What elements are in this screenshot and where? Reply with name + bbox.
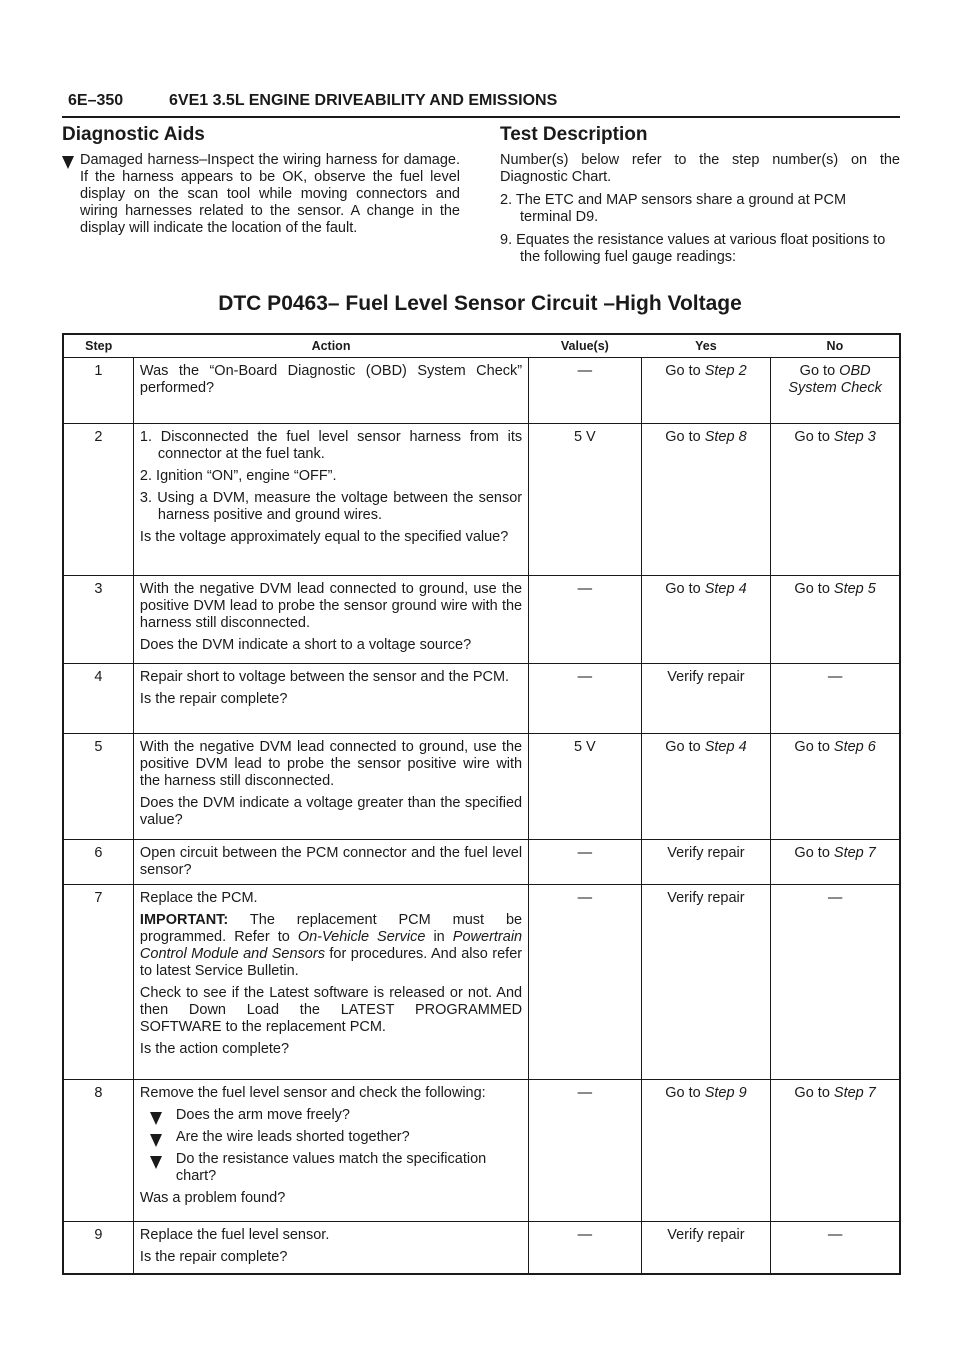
step-link[interactable]: Step 4 [704,739,747,755]
table-row: 3 With the negative DVM lead connected to ground, use the positive DVM lead to probe the sensor ground wire with the harness still disconnected. Does the DVM indicate a short to a voltage source? — Go to Step 4 Go to Step 5 [63,576,900,664]
section-title: 6VE1 3.5L ENGINE DRIVEABILITY AND EMISSIONS [169,92,558,109]
table-row: 5 With the negative DVM lead connected to ground, use the positive DVM lead to probe the sensor positive wire with the harness still disconnected. Does the DVM indicate a voltage greater than the specified value? 5 V Go to Step 4 Go to Step 6 [63,734,900,840]
step-question: Is the action complete? [139,1041,290,1057]
step-number: 6 [63,840,133,885]
column-header-step: Step [63,334,133,358]
step-value: — [529,576,641,664]
step-action: Replace the fuel level sensor. [139,1227,330,1243]
step-value: — [529,358,641,424]
table-row [63,664,900,734]
step-link[interactable]: Step 8 [704,429,747,445]
diagnostic-aids-heading: Diagnostic Aids [62,124,205,145]
step-question: Does the DVM indicate a voltage greater than the specified value? [139,795,523,828]
step-instruction: 3. Using a DVM, measure the voltage between the sensor harness positive and ground wires. [139,490,523,523]
table-row [63,1222,900,1274]
step-question: Is the repair complete? [139,1249,288,1265]
table-row: 1 Was the “On-Board Diagnostic (OBD) System Check” performed? — Go to Step 2 Go to OBD System Check [63,358,900,424]
diagnostic-aids-text: Damaged harness–Inspect the wiring harness for damage. If the harness appears to be OK, observe the fuel level display on the scan tool while moving connectors and wiring harnesses related to the sensor. A change in the display will indicate the location of the fault. [80,152,460,236]
step-action: Open circuit between the PCM connector and the fuel level sensor? [139,845,523,878]
step-number: 2 [63,424,133,576]
bullet-triangle-icon [150,1112,162,1125]
step-question: Was a problem found? [139,1190,286,1206]
dtc-title: DTC P0463– Fuel Level Sensor Circuit –High Voltage [218,292,742,315]
column-header-values: Value(s) [529,334,641,358]
step-result: — [771,664,900,734]
step-number: 4 [63,664,133,734]
step-link[interactable]: Step 2 [704,363,747,379]
step-link[interactable]: Step 5 [833,581,876,597]
step-value: 5 V [529,734,641,840]
step-link[interactable]: Step 7 [833,1085,876,1101]
important-note: IMPORTANT: The replacement PCM must be programmed. Refer to On-Vehicle Service in Powertrain Control Module and Sensors for procedures. And also refer to latest Service Bulletin. [139,912,523,979]
column-header-action: Action [133,334,528,358]
step-question: Is the voltage approximately equal to the specified value? [139,529,509,545]
bullet-triangle-icon [150,1156,162,1169]
table-row: 2 1. Disconnected the fuel level sensor harness from its connector at the fuel tank. 2. Ignition “ON”, engine “OFF”. 3. Using a DVM, measure the voltage between the sensor harness positive and ground wires. Is the voltage approximately equal to the specified value? 5 V Go to Step 8 Go to Step 3 [63,424,900,576]
step-action: With the negative DVM lead connected to ground, use the positive DVM lead to probe the sensor positive wire with the harness still disconnected. [139,739,523,789]
page-number: 6E–350 [68,92,124,109]
step-instruction: 2. Ignition “ON”, engine “OFF”. [139,468,337,484]
step-result: Verify repair [641,664,771,734]
software-check-note: Check to see if the Latest software is released or not. And then Down Load the LATEST PROGRAMMED SOFTWARE to the replacement PCM. [139,985,523,1035]
step-number: 3 [63,576,133,664]
step-question: Does the DVM indicate a short to a voltage source? [139,637,472,653]
step-link[interactable]: Step 9 [704,1085,747,1101]
step-action: Repair short to voltage between the sensor and the PCM. [139,669,510,685]
step-link[interactable]: Step 7 [833,845,876,861]
check-item: Are the wire leads shorted together? [175,1129,410,1145]
step-number: 9 [63,1222,133,1274]
bullet-triangle-icon [62,156,74,169]
obd-system-check-link[interactable]: OBD System Check [788,363,882,396]
step-link[interactable]: Step 6 [833,739,876,755]
step-value: 5 V [529,424,641,576]
step-link[interactable]: Step 3 [833,429,876,445]
table-row: 6 Open circuit between the PCM connector and the fuel level sensor? — Verify repair Go to Step 7 [63,840,900,885]
bullet-triangle-icon [150,1134,162,1147]
test-description-section [500,124,900,272]
column-header-yes: Yes [641,334,771,358]
step-action: With the negative DVM lead connected to ground, use the positive DVM lead to probe the sensor ground wire with the harness still disconnected. [139,581,523,631]
check-item: Do the resistance values match the specification chart? [175,1151,487,1184]
check-item: Does the arm move freely? [175,1107,350,1123]
step-value: — [529,1222,641,1274]
test-description-heading: Test Description [500,124,648,145]
test-description-item-9: 9. Equates the resistance values at various float positions to the following fuel gauge readings: [500,232,886,265]
step-instruction: 1. Disconnected the fuel level sensor harness from its connector at the fuel tank. [139,429,523,462]
step-result: Verify repair [641,1222,771,1274]
diagnostic-aids-section [62,124,460,237]
test-description-item-2: 2. The ETC and MAP sensors share a ground at PCM terminal D9. [500,192,847,225]
step-number: 1 [63,358,133,424]
step-action: Was the “On-Board Diagnostic (OBD) System Check” performed? [139,363,523,396]
step-result: Verify repair [641,885,771,1080]
column-header-no: No [771,334,900,358]
table-row [63,885,900,1080]
diagnostic-chart [62,333,901,1275]
step-value: — [529,885,641,1080]
table-row: 8 Remove the fuel level sensor and check the following: Does the arm move freely? Are the wire leads shorted together? Do the resistance values match the specification chart? Was a problem found? — Go to Step 9 Go to Step 7 [63,1080,900,1222]
step-value: — [529,840,641,885]
step-value: — [529,664,641,734]
step-result: — [771,1222,900,1274]
step-result: Verify repair [641,840,771,885]
step-number: 7 [63,885,133,1080]
page-header [62,92,900,118]
step-result: — [771,885,900,1080]
step-question: Is the repair complete? [139,691,288,707]
step-value: — [529,1080,641,1222]
table-header-row [63,334,900,358]
test-description-intro: Number(s) below refer to the step number(s) on the Diagnostic Chart. [500,152,900,185]
step-number: 8 [63,1080,133,1222]
step-action: Replace the PCM. [139,890,258,906]
step-link[interactable]: Step 4 [704,581,747,597]
step-number: 5 [63,734,133,840]
step-action: Remove the fuel level sensor and check the following: [139,1085,486,1101]
